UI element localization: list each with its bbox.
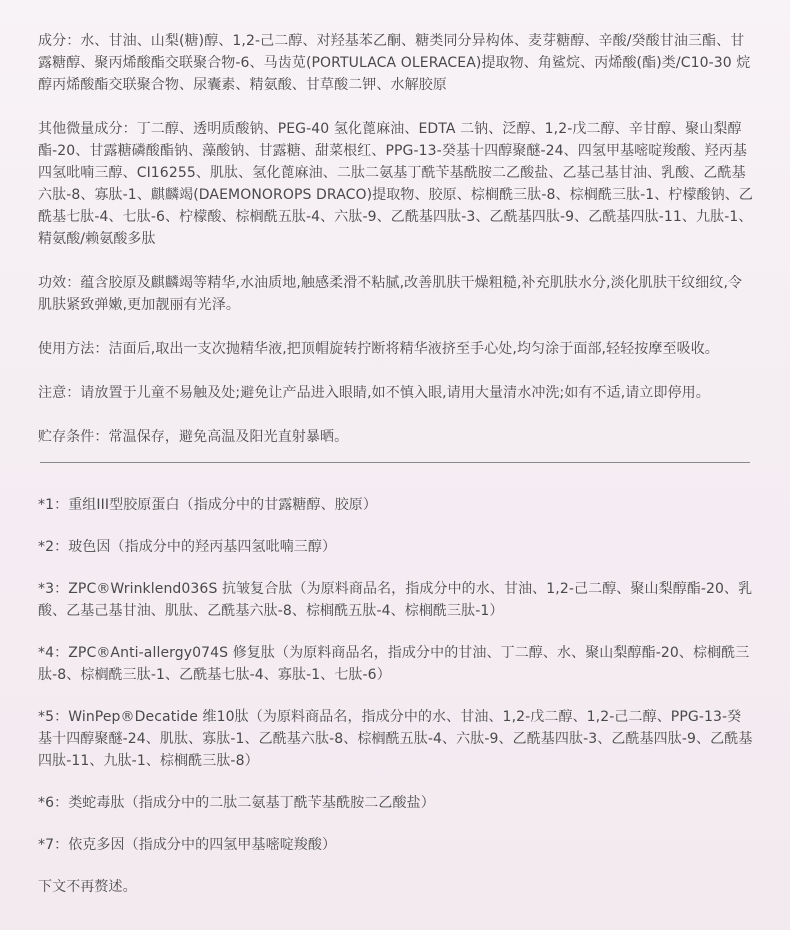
caution-paragraph: 注意：请放置于儿童不易触及处;避免让产品进入眼睛,如不慎入眼,请用大量清水冲洗;如有不适,请立即停用。	[38, 385, 710, 401]
footnote-7: *7：依克多因（指成分中的四氢甲基嘧啶羧酸）	[38, 837, 337, 853]
storage-paragraph: 贮存条件：常温保存，避免高温及阳光直射暴晒。	[38, 429, 349, 445]
footnote-3: *3：ZPC®Wrinklend036S 抗皱复合肽（为原料商品名，指成分中的水、甘油、1,2-己二醇、聚山梨醇酯-20、乳酸、乙基己基甘油、肌肽、乙酰基六肽-8、棕榈酰五肽-4、棕榈酰三肽-1）	[38, 581, 753, 619]
usage-paragraph: 使用方法：洁面后,取出一支次抛精华液,把顶帽旋转拧断将精华液挤至手心处,均匀涂于面部,轻轻按摩至吸收。	[38, 341, 719, 357]
section-divider	[40, 462, 750, 463]
trace-ingredients-paragraph: 其他微量成分：丁二醇、透明质酸钠、PEG-40 氢化蓖麻油、EDTA 二钠、泛醇、1,2-戊二醇、辛甘醇、聚山梨醇酯-20、甘露糖磷酸酯钠、藻酸钠、甘露糖、甜菜根红、PPG-13-癸基十四醇聚醚-24、四氢甲基嘧啶羧酸、羟丙基四氢吡喃三醇、CI16255、肌肽、氢化蓖麻油、二肽二氨基丁酰苄基酰胺二乙酸盐、乙基己基甘油、乳酸、乙酰基六肽-8、寡肽-1、麒麟竭(DAEMONOROPS DRACO)提取物、胶原、棕榈酰三肽-8、棕榈酰三肽-1、柠檬酸钠、乙酰基七肽-4、七肽-6、柠檬酸、棕榈酰五肽-4、六肽-9、乙酰基四肽-3、乙酰基四肽-9、乙酰基四肽-11、九肽-1、精氨酸/赖氨酸多肽	[38, 121, 753, 247]
efficacy-paragraph: 功效：蕴含胶原及麒麟竭等精华,水油质地,触感柔滑不粘腻,改善肌肤干燥粗糙,补充肌肤水分,淡化肌肤干纹细纹,令肌肤紧致弹嫩,更加靓丽有光泽。	[38, 275, 743, 313]
product-info-document	[38, 30, 754, 898]
footnote-1: *1：重组III型胶原蛋白（指成分中的甘露糖醇、胶原）	[38, 497, 377, 513]
footnote-2: *2：玻色因（指成分中的羟丙基四氢吡喃三醇）	[38, 539, 337, 555]
footnote-5: *5：WinPep®Decatide 维10肽（为原料商品名，指成分中的水、甘油、1,2-戊二醇、1,2-己二醇、PPG-13-癸基十四醇聚醚-24、肌肽、寡肽-1、乙酰基六肽-8、棕榈酰五肽-4、六肽-9、乙酰基四肽-3、乙酰基四肽-9、乙酰基四肽-11、九肽-1、棕榈酰三肽-8）	[38, 709, 753, 769]
footnote-4: *4：ZPC®Anti-allergy074S 修复肽（为原料商品名，指成分中的甘油、丁二醇、水、聚山梨醇酯-20、棕榈酰三肽-8、棕榈酰三肽-1、乙酰基七肽-4、寡肽-1、七肽-6）	[38, 645, 750, 683]
closing-note: 下文不再赘述。	[38, 879, 137, 895]
ingredients-paragraph: 成分：水、甘油、山梨(糖)醇、1,2-己二醇、对羟基苯乙酮、糖类同分异构体、麦芽糖醇、辛酸/癸酸甘油三酯、甘露糖醇、聚丙烯酸酯交联聚合物-6、马齿苋(PORTULACA OLERACEA)提取物、角鲨烷、丙烯酸(酯)类/C10-30 烷醇丙烯酸酯交联聚合物、尿囊素、精氨酸、甘草酸二钾、水解胶原	[38, 33, 751, 93]
footnote-6: *6：类蛇毒肽（指成分中的二肽二氨基丁酰苄基酰胺二乙酸盐）	[38, 795, 435, 811]
